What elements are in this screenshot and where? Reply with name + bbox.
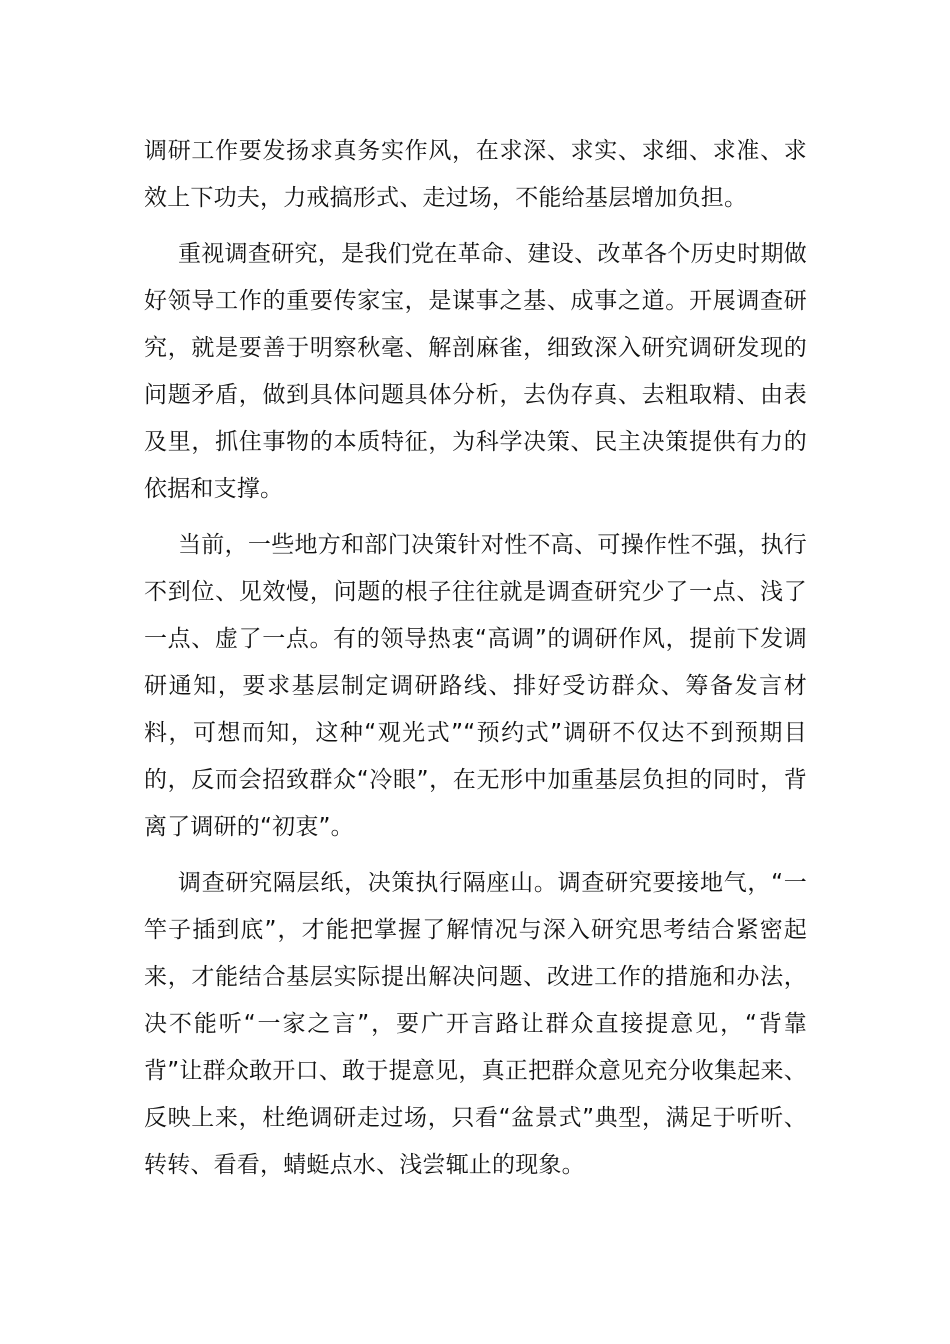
paragraph-grassroots-approach: 调查研究隔层纸，决策执行隔座山。调查研究要接地气，“一竿子插到底”，才能把掌握了解情况与深入研究思考结合紧密起来，才能结合基层实际提出解决问题、改进工作的措施和办法，决不能听“一家之言”，要广开言路让群众直接提意见，“背靠背”让群众敢开口、敢于提意见，真正把群众意见充分收集起来、反映上来，杜绝调研走过场，只看“盆景式”典型，满足于听听、转转、看看，蜻蜓点水、浅尝辄止的现象。 [144, 870, 807, 1178]
paragraph-investigation-importance: 重视调查研究，是我们党在革命、建设、改革各个历史时期做好领导工作的重要传家宝，是谋事之基、成事之道。开展调查研究，就是要善于明察秋毫、解剖麻雀，细致深入研究调研发现的问题矛盾，做到具体问题具体分析，去伪存真、去粗取精、由表及里，抓住事物的本质特征，为科学决策、民主决策提供有力的依据和支撑。 [144, 241, 807, 502]
paragraph-continuation: 调研工作要发扬求真务实作风，在求深、求实、求细、求准、求效上下功夫，力戒搞形式、走过场，不能给基层增加负担。 [144, 138, 807, 211]
document-body [144, 128, 807, 1198]
paragraph-current-problems: 当前，一些地方和部门决策针对性不高、可操作性不强，执行不到位、见效慢，问题的根子往往就是调查研究少了一点、浅了一点、虚了一点。有的领导热衷“高调”的调研作风，提前下发调研通知，要求基层制定调研路线、排好受访群众、筹备发言材料，可想而知，这种“观光式”“预约式”调研不仅达不到预期目的，反而会招致群众“冷眼”，在无形中加重基层负担的同时，背离了调研的“初衷”。 [144, 532, 807, 840]
